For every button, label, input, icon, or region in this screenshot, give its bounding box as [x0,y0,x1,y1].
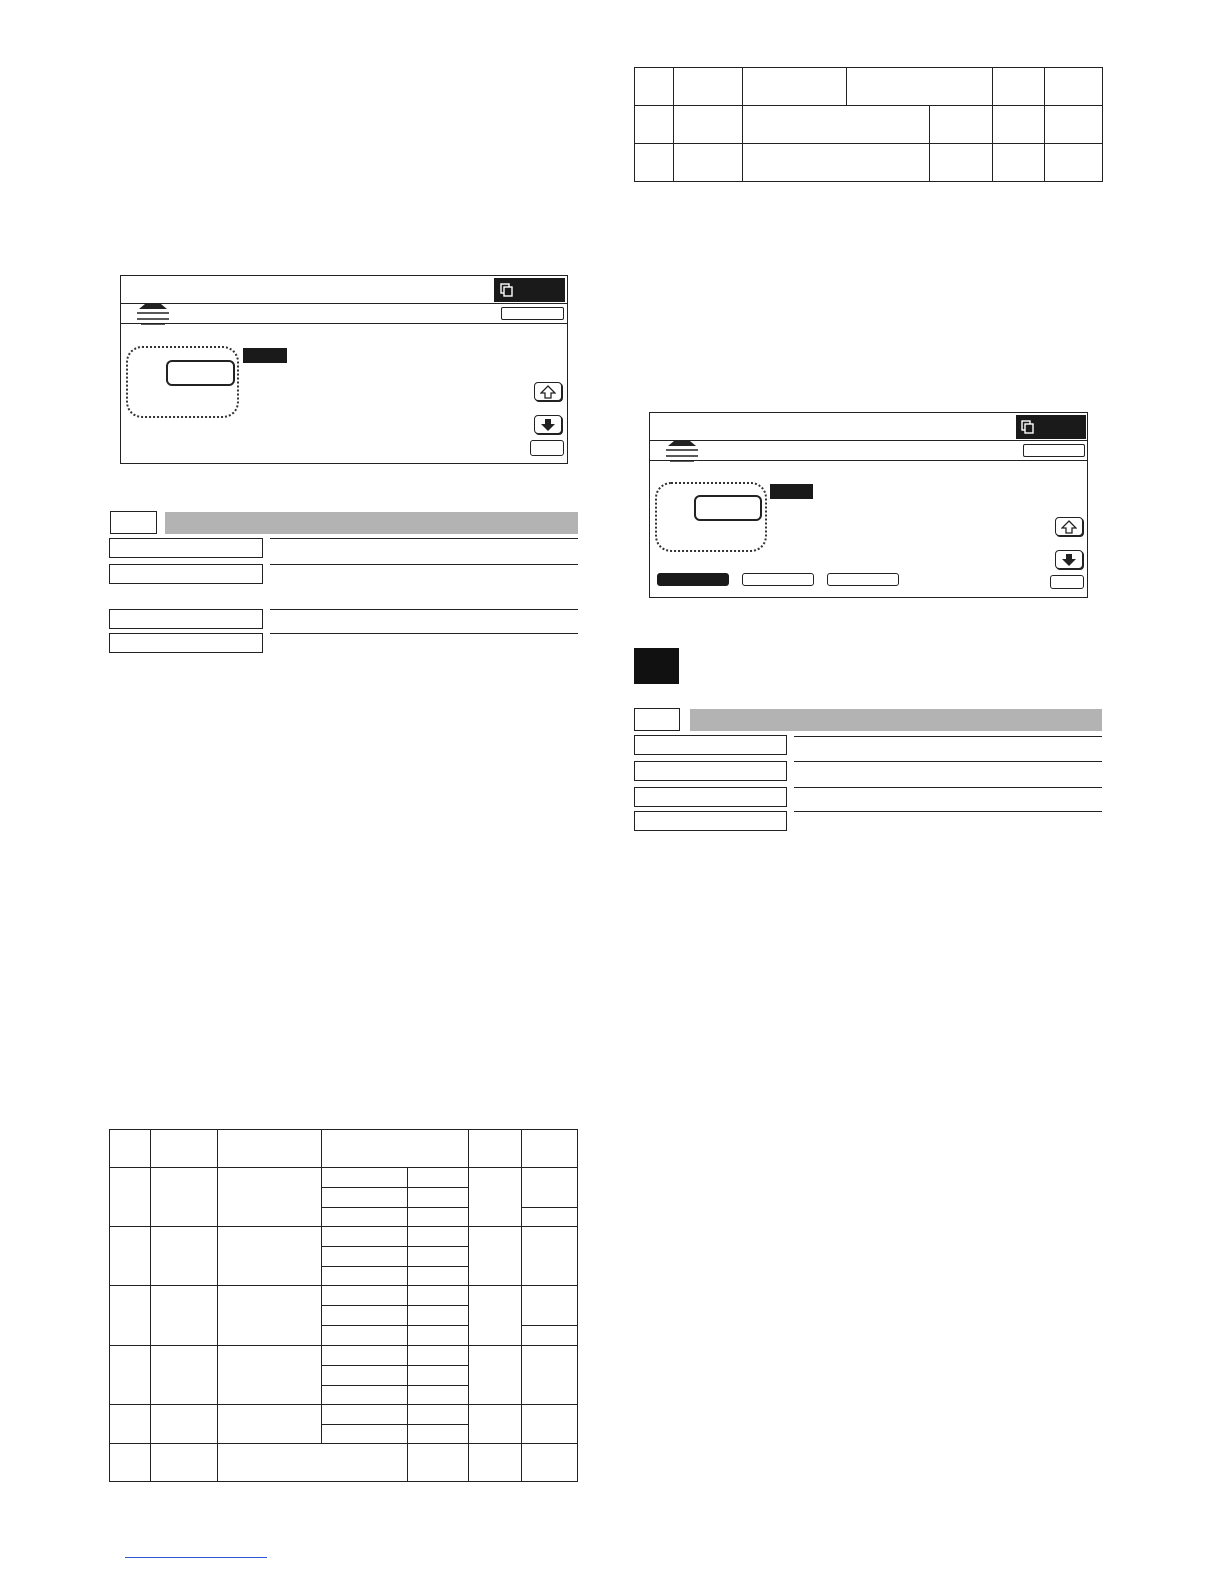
option-button-2[interactable] [742,573,814,586]
up-button[interactable] [534,382,562,401]
label-tag [243,348,287,363]
section-header-bar-right [690,709,1102,731]
legend-item-2 [634,761,787,781]
up-button[interactable] [1055,517,1083,536]
legend-item-1 [109,538,263,558]
top-right-button[interactable] [1023,444,1085,457]
arrow-down-icon [1061,553,1077,567]
ok-button[interactable] [1050,575,1084,589]
option-button-1-selected[interactable] [657,573,729,586]
value-field[interactable] [166,360,235,386]
tab-stack-icon [135,302,171,326]
bottom-link-underline[interactable] [125,1557,267,1558]
tab-stack-icon [664,439,700,463]
arrow-up-icon [540,385,556,399]
down-button[interactable] [1055,550,1083,569]
top-right-table [634,67,1103,182]
screen-panel-1 [120,275,568,464]
legend-item-3 [634,787,787,807]
arrow-up-icon [1061,520,1077,534]
section-header-bar-left [165,512,578,534]
legend-item-4 [109,633,263,653]
legend-item-1 [634,735,787,755]
down-button[interactable] [534,415,562,434]
label-tag [770,484,813,499]
value-field[interactable] [694,495,762,521]
copy-mode-badge [1016,415,1086,439]
legend-item-2 [109,564,263,584]
legend-item-4 [634,811,787,831]
copy-mode-badge [494,278,565,302]
screen-panel-2 [649,412,1088,598]
copy-icon [1021,420,1035,434]
section-tag-left [110,511,157,534]
copy-icon [500,283,514,297]
ok-button[interactable] [530,440,564,456]
arrow-down-icon [540,418,556,432]
option-button-3[interactable] [827,573,899,586]
top-right-button[interactable] [501,307,564,320]
note-marker-square [634,648,679,684]
legend-item-3 [109,609,263,629]
bottom-left-table [109,1129,578,1482]
section-tag-right [634,708,680,731]
